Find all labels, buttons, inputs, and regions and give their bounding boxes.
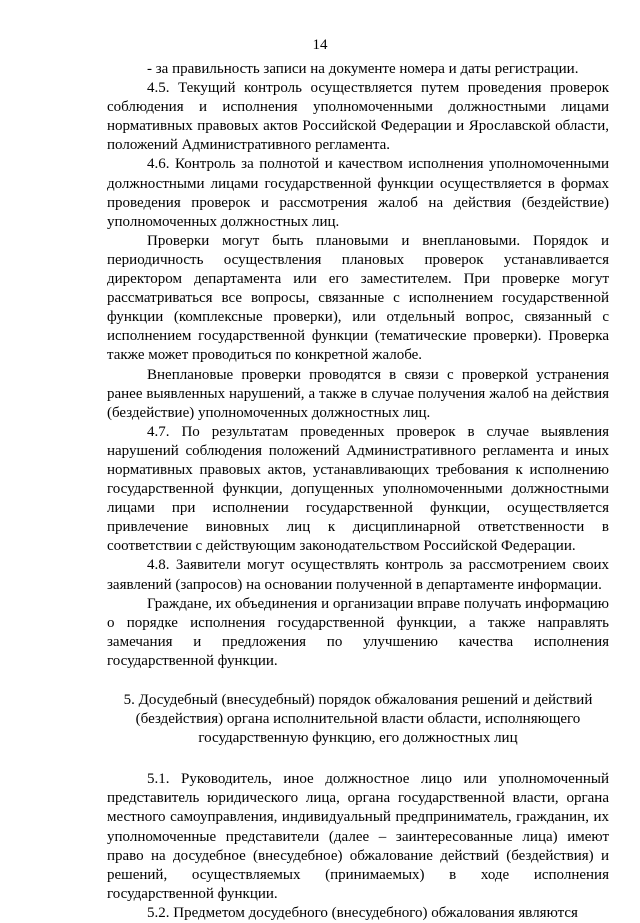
paragraph-5-1: 5.1. Руководитель, иное должностное лицо или уполномоченный представитель юридического лица, органа государственной власти, органа местного самоуправления, индивидуальный предприниматель, гражданин, их уполномоченные представители (далее – заинтересованные лица) имеют право на досудебное (внесудебное) обжалование действий (бездействия) и решений, осуществляемых (принимаемых) в ходе исполнения государственной функции. (107, 771, 609, 902)
document-body (107, 60, 609, 923)
paragraph-4-6: 4.6. Контроль за полнотой и качеством исполнения уполномоченными должностными лицами государственной функции осуществляется в формах проведения проверок и рассмотрения жалоб на действия (бездействие) уполномоченных должностных лиц. (107, 156, 609, 230)
paragraph-5-2: 5.2. Предметом досудебного (внесудебного) обжалования являются (147, 904, 578, 921)
paragraph-4-5: 4.5. Текущий контроль осуществляется путем проведения проверок соблюдения и исполнения уполномоченными должностными лицами нормативных правовых актов Российской Федерации и Ярославской области, положений Административного регламента. (107, 80, 609, 154)
page-number: 14 (312, 37, 328, 53)
section-5-heading: 5. Досудебный (внесудебный) порядок обжалования решений и действий (бездействия) органа исполнительной власти области, исполняющего государственную функцию, его должностных лиц (123, 692, 593, 747)
paragraph-citizens-rights: Граждане, их объединения и организации вправе получать информацию о порядке исполнения государственной функции, а также направлять замечания и предложения по улучшению качества исполнения государственной функции. (107, 595, 609, 669)
paragraph-registration-check: - за правильность записи на документе номера и даты регистрации. (147, 61, 579, 77)
paragraph-unscheduled-inspections: Внеплановые проверки проводятся в связи с проверкой устранения ранее выявленных нарушений, а также в случае получения жалоб на действия (бездействие) уполномоченных должностных лиц. (107, 366, 609, 421)
paragraph-inspections-types: Проверки могут быть плановыми и внеплановыми. Порядок и периодичность осуществления плановых проверок устанавливается директором департамента или его заместителем. При проверке могут рассматриваться все вопросы, связанные с исполнением государственной функции (комплексные проверки), или отдельный вопрос, связанный с исполнением государственной функции (тематические проверки). Проверка также может проводиться по конкретной жалобе. (107, 232, 609, 364)
paragraph-4-7: 4.7. По результатам проведенных проверок в случае выявления нарушений соблюдения положений Административного регламента и иных нормативных правовых актов, устанавливающих требования к исполнению государственной функции, допущенных уполномоченными должностными лицами при исполнении государственной функции, осуществляется привлечение виновных лиц к дисциплинарной ответственности в соответствии с действующим законодательством Российской Федерации. (107, 423, 609, 555)
paragraph-4-8: 4.8. Заявители могут осуществлять контроль за рассмотрением своих заявлений (запросов) на основании полученной в департаменте информации. (107, 557, 609, 593)
